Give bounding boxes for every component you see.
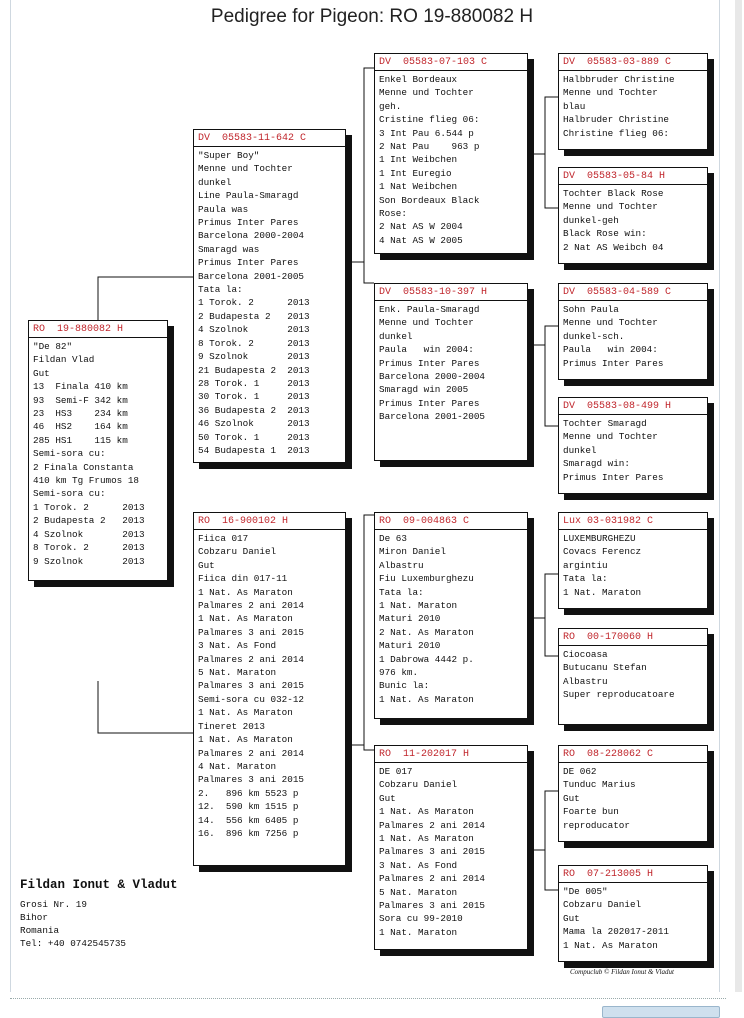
pigeon-detail-line: 1 Int Weibchen [379,154,458,166]
pigeon-card-sss[interactable] [558,53,708,150]
pigeon-detail-line: Menne und Tochter [379,87,474,99]
pigeon-detail-line: dunkel [563,444,597,456]
pigeon-detail-line: Palmares 3 ani 2015 [198,626,305,638]
pigeon-details [379,73,523,247]
pigeon-detail-line: Sohn Paula [563,304,619,315]
pigeon-detail-line: dunkel [379,330,413,342]
pigeon-detail-line: Gut [563,912,580,924]
pigeon-detail-line: Enkel Bordeaux [379,74,458,85]
pigeon-card-ssd[interactable] [558,167,708,264]
pigeon-detail-line: 50 Torok. 1 2013 [198,431,310,443]
pigeon-detail-line: geh. [379,100,402,112]
owner-address-line: Romania [20,925,60,936]
pigeon-details [33,340,163,568]
page-break-divider [10,998,726,999]
pigeon-detail-line: 976 km. [379,667,419,679]
ring-number: DV 05583-10-397 H [375,286,527,301]
ring-number: RO 11-202017 H [375,748,527,763]
scrollbar[interactable] [735,0,742,992]
pigeon-detail-line: 2 Budapesta 2 2013 [33,515,145,527]
pigeon-detail-line: Palmares 2 ani 2014 [379,819,486,831]
pigeon-detail-line: Palmares 2 ani 2014 [198,747,305,759]
pigeon-detail-line: 410 km Tg Frumos 18 [33,475,140,487]
pigeon-card-sds[interactable] [558,283,708,380]
pigeon-detail-line: 1 Nat. As Maraton [379,806,474,818]
pigeon-detail-line: 2. 896 km 5523 p [198,787,299,799]
ring-number: DV 05583-04-589 C [559,286,707,301]
pigeon-detail-line: Covacs Ferencz [563,546,642,558]
footer-button[interactable] [602,1006,720,1018]
pigeon-detail-line: Tochter Smaragd [563,418,647,429]
pigeon-detail-line: 285 HS1 115 km [33,434,128,446]
pigeon-detail-line: 16. 896 km 7256 p [198,827,299,839]
pigeon-detail-line: Smaragd win 2005 [379,384,469,396]
pigeon-detail-line: 1 Torok. 2 2013 [198,297,310,309]
copyright-note: Compuclub © Fildan Ionut & Vladut [570,968,674,976]
pigeon-detail-line: Tunduc Marius [563,779,636,791]
ring-number: RO 08-228062 C [559,748,707,763]
pigeon-detail-line: Palmares 3 ani 2015 [379,846,486,858]
pigeon-detail-line: Primus Inter Pares [198,217,299,229]
pigeon-card-sire[interactable] [193,129,346,463]
pigeon-card-subject[interactable] [28,320,168,581]
pigeon-details [379,303,523,424]
pigeon-details [198,149,341,457]
pigeon-detail-line: Primus Inter Pares [198,257,299,269]
pigeon-detail-line: Barcelona 2000-2004 [198,230,305,242]
pigeon-detail-line: 9 Szolnok 2013 [198,351,310,363]
pigeon-detail-line: Paula was [198,203,249,215]
pigeon-detail-line: Paula win 2004: [563,344,658,356]
owner-address-line: Grosi Nr. 19 [20,899,87,910]
pigeon-detail-line: 14. 556 km 6405 p [198,814,299,826]
pigeon-detail-line: 4 Nat. Maraton [198,760,277,772]
pigeon-card-ddd[interactable] [558,865,708,962]
pigeon-card-dam-sire[interactable] [374,512,528,719]
pigeon-detail-line: Ciocoasa [563,649,608,660]
pigeon-detail-line: 12. 590 km 1515 p [198,801,299,813]
pigeon-detail-line: Cristine flieg 06: [379,114,480,126]
pigeon-detail-line: 2 Finala Constanta [33,461,134,473]
pigeon-detail-line: Albastru [379,559,424,571]
pigeon-detail-line: 54 Budapesta 1 2013 [198,444,310,456]
pigeon-details [563,648,703,702]
pigeon-detail-line: Rose: [379,208,407,220]
pigeon-detail-line: 1 Nat. Maraton [379,926,458,938]
pigeon-detail-line: 3 Nat. As Fond [198,640,277,652]
pigeon-detail-line: Gut [379,792,396,804]
pigeon-detail-line: reproducator [563,819,630,831]
pigeon-card-sdd[interactable] [558,397,708,494]
pigeon-details [563,532,703,599]
owner-info [20,878,178,950]
pigeon-detail-line: Black Rose win: [563,228,647,240]
pigeon-detail-line: 1 Nat. As Maraton [198,613,293,625]
pigeon-detail-line: blau [563,100,586,112]
pigeon-detail-line: Line Paula-Smaragd [198,190,299,202]
pigeon-detail-line: Primus Inter Pares [379,357,480,369]
pigeon-detail-line: Albastru [563,675,608,687]
pigeon-detail-line: 5 Nat. Maraton [379,886,458,898]
pigeon-detail-line: 2 Nat Pau 963 p [379,141,480,153]
pigeon-detail-line: Semi-sora cu: [33,488,106,500]
pigeon-detail-line: DE 017 [379,766,413,777]
pigeon-detail-line: Mama la 202017-2011 [563,926,670,938]
ring-number: RO 09-004863 C [375,515,527,530]
pigeon-detail-line: Miron Daniel [379,546,446,558]
pigeon-card-dam-dam[interactable] [374,745,528,950]
pigeon-detail-line: Fiica 017 [198,533,249,544]
pigeon-detail-line: 28 Torok. 1 2013 [198,377,310,389]
pigeon-detail-line: Fiu Luxemburghezu [379,573,474,585]
pigeon-details [379,532,523,706]
pigeon-details [198,532,341,840]
pigeon-detail-line: Paula win 2004: [379,344,474,356]
pigeon-detail-line: Halbbruder Christine [563,74,675,85]
pigeon-detail-line: 5 Nat. Maraton [198,667,277,679]
pigeon-detail-line: Primus Inter Pares [563,357,664,369]
ring-number: RO 07-213005 H [559,868,707,883]
pigeon-card-dam[interactable] [193,512,346,866]
pigeon-detail-line: 3 Nat. As Fond [379,859,458,871]
pigeon-card-sire-sire[interactable] [374,53,528,254]
pigeon-detail-line: 2 Nat AS W 2004 [379,221,463,233]
pigeon-detail-line: 23 HS3 234 km [33,408,128,420]
pigeon-detail-line: Maturi 2010 [379,640,441,652]
ring-number: Lux 03-031982 C [559,515,707,530]
pigeon-detail-line: "Super Boy" [198,150,260,161]
pigeon-detail-line: dunkel [198,176,232,188]
pigeon-detail-line: Tochter Black Rose [563,188,664,199]
pigeon-detail-line: 2 Budapesta 2 2013 [198,310,310,322]
pigeon-detail-line: 3 Int Pau 6.544 p [379,127,474,139]
pigeon-details [563,73,703,140]
pigeon-detail-line: 1 Nat. Maraton [379,600,458,612]
pigeon-detail-line: 36 Budapesta 2 2013 [198,404,310,416]
ring-number: RO 16-900102 H [194,515,345,530]
pigeon-detail-line: 1 Nat. As Maraton [198,734,293,746]
pigeon-detail-line: 1 Nat. As Maraton [379,693,474,705]
pigeon-detail-line: Maturi 2010 [379,613,441,625]
pigeon-detail-line: "De 82" [33,341,73,352]
pigeon-details [563,885,703,952]
pigeon-detail-line: 30 Torok. 1 2013 [198,391,310,403]
pigeon-detail-line: Primus Inter Pares [379,397,480,409]
ring-number: DV 05583-03-889 C [559,56,707,71]
pigeon-detail-line: Tata la: [379,586,424,598]
pigeon-card-sire-dam[interactable] [374,283,528,461]
pigeon-detail-line: Palmares 2 ani 2014 [198,600,305,612]
pigeon-detail-line: Butucanu Stefan [563,662,647,674]
owner-address-line: Bihor [20,912,48,923]
pigeon-detail-line: 93 Semi-F 342 km [33,394,128,406]
pigeon-detail-line: 1 Nat. As Maraton [563,939,658,951]
pigeon-detail-line: Palmares 2 ani 2014 [198,653,305,665]
pigeon-detail-line: 1 Torok. 2 2013 [33,501,145,513]
pigeon-detail-line: Gut [198,559,215,571]
pigeon-detail-line: 1 Nat Weibchen [379,181,458,193]
pigeon-detail-line: 21 Budapesta 2 2013 [198,364,310,376]
pigeon-detail-line: Bunic la: [379,680,430,692]
ring-number: DV 05583-05-84 H [559,170,707,185]
ring-number: RO 19-880082 H [29,323,167,338]
pigeon-detail-line: Palmares 3 ani 2015 [198,774,305,786]
pigeon-detail-line: 13 Finala 410 km [33,381,128,393]
pigeon-detail-line: Gut [33,367,50,379]
pigeon-detail-line: Menne und Tochter [563,201,658,213]
pigeon-detail-line: LUXEMBURGHEZU [563,533,636,544]
ring-number: DV 05583-07-103 C [375,56,527,71]
pigeon-detail-line: Cobzaru Daniel [563,899,642,911]
pigeon-detail-line: 46 Szolnok 2013 [198,418,310,430]
pigeon-detail-line: Palmares 3 ani 2015 [198,680,305,692]
ring-number: DV 05583-08-499 H [559,400,707,415]
pigeon-detail-line: Tata la: [198,284,243,296]
pigeon-details [563,765,703,832]
pigeon-detail-line: 1 Int Euregio [379,167,452,179]
pigeon-detail-line: 1 Nat. As Maraton [198,586,293,598]
pigeon-detail-line: 9 Szolnok 2013 [33,555,145,567]
pigeon-detail-line: Barcelona 2001-2005 [379,411,486,423]
pigeon-card-dds[interactable] [558,745,708,842]
pigeon-detail-line: Menne und Tochter [198,163,293,175]
page-title: Pedigree for Pigeon: RO 19-880082 H [210,6,534,27]
pigeon-detail-line: argintiu [563,559,608,571]
pigeon-detail-line: 1 Dabrowa 4442 p. [379,653,474,665]
pigeon-detail-line: 4 Szolnok 2013 [33,528,145,540]
pigeon-detail-line: Palmares 2 ani 2014 [379,873,486,885]
pigeon-detail-line: 1 Nat. As Maraton [198,707,293,719]
pigeon-detail-line: Son Bordeaux Black [379,194,480,206]
pigeon-detail-line: Menne und Tochter [379,317,474,329]
pigeon-detail-line: Enk. Paula-Smaragd [379,304,480,315]
pigeon-detail-line: Menne und Tochter [563,431,658,443]
pigeon-card-dss[interactable] [558,512,708,609]
pigeon-detail-line: "De 005" [563,886,608,897]
pigeon-detail-line: dunkel-geh [563,214,619,226]
ring-number: DV 05583-11-642 C [194,132,345,147]
pigeon-detail-line: 2 Nat AS Weibch 04 [563,241,664,253]
pigeon-details [563,187,703,254]
pigeon-detail-line: Gut [563,792,580,804]
pigeon-detail-line: 8 Torok. 2 2013 [198,337,310,349]
pigeon-detail-line: 4 Nat AS W 2005 [379,234,463,246]
pigeon-detail-line: 1 Nat. As Maraton [379,833,474,845]
owner-name: Fildan Ionut & Vladut [20,878,178,892]
pigeon-detail-line: Tineret 2013 [198,720,265,732]
pigeon-card-dsd[interactable] [558,628,708,725]
pigeon-detail-line: Fildan Vlad [33,354,95,366]
pigeon-detail-line: Christine flieg 06: [563,127,670,139]
pigeon-detail-line: Menne und Tochter [563,317,658,329]
pigeon-detail-line: De 63 [379,533,407,544]
pigeon-detail-line: Sora cu 99-2010 [379,913,463,925]
pigeon-detail-line: dunkel-sch. [563,330,625,342]
pigeon-detail-line: Menne und Tochter [563,87,658,99]
pigeon-detail-line: Tata la: [563,573,608,585]
pigeon-detail-line: Fiica din 017-11 [198,573,288,585]
pigeon-detail-line: 1 Nat. Maraton [563,586,642,598]
pigeon-details [563,303,703,370]
pigeon-detail-line: 4 Szolnok 2013 [198,324,310,336]
ring-number: RO 00-170060 H [559,631,707,646]
pigeon-detail-line: Smaragd was [198,243,260,255]
pigeon-detail-line: Semi-sora cu: [33,448,106,460]
pigeon-detail-line: Barcelona 2000-2004 [379,371,486,383]
pigeon-detail-line: Super reproducatoare [563,689,675,701]
pigeon-detail-line: Halbruder Christine [563,114,670,126]
pigeon-details [563,417,703,484]
owner-phone: Tel: +40 0742545735 [20,938,127,949]
pigeon-detail-line: 46 HS2 164 km [33,421,128,433]
pigeon-detail-line: Semi-sora cu 032-12 [198,693,305,705]
pigeon-detail-line: Smaragd win: [563,458,630,470]
pigeon-detail-line: 2 Nat. As Maraton [379,626,474,638]
pigeon-detail-line: 8 Torok. 2 2013 [33,542,145,554]
pigeon-detail-line: Primus Inter Pares [563,471,664,483]
pigeon-detail-line: DE 062 [563,766,597,777]
pigeon-details [379,765,523,939]
pigeon-detail-line: Cobzaru Daniel [198,546,277,558]
pigeon-detail-line: Palmares 3 ani 2015 [379,900,486,912]
pigeon-detail-line: Barcelona 2001-2005 [198,270,305,282]
pigeon-detail-line: Foarte bun [563,806,619,818]
pigeon-detail-line: Cobzaru Daniel [379,779,458,791]
